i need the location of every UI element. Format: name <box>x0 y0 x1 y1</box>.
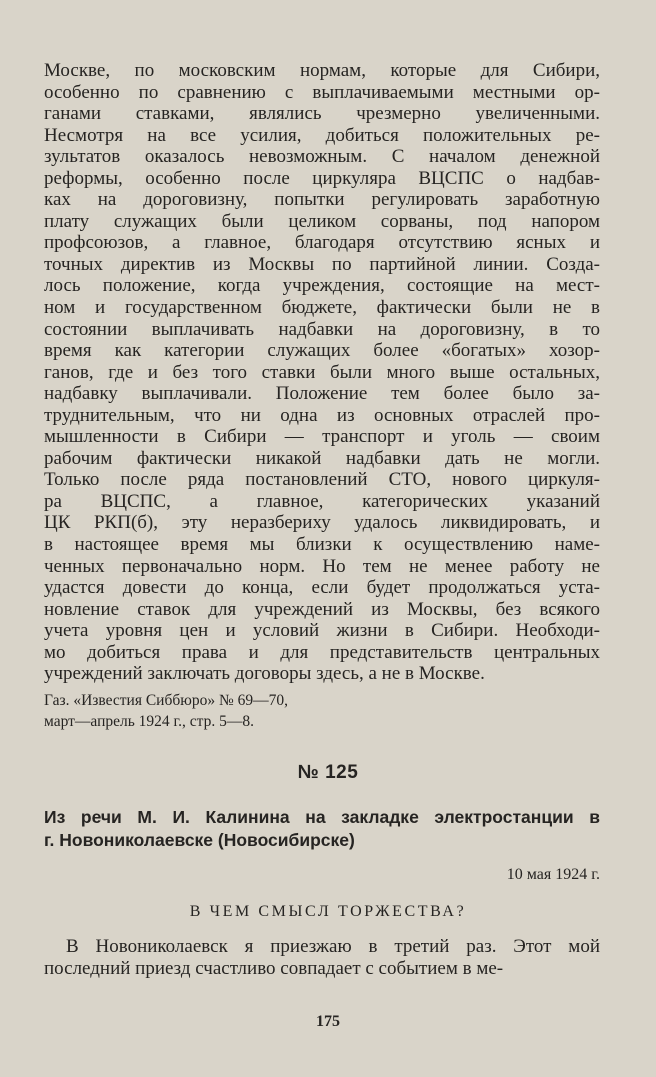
body-line: профсоюзов, а главное, благодаря отсутствию ясных и <box>44 232 600 254</box>
body-line: ченных первоначально норм. Но тем не менее работу не <box>44 555 600 577</box>
document-number: № 125 <box>297 762 359 783</box>
page-number: 175 <box>316 1013 340 1030</box>
body-line: состоянии выплачивать надбавки на дороговизну, в то <box>44 318 600 340</box>
section-heading: В ЧЕМ СМЫСЛ ТОРЖЕСТВА? <box>189 903 467 920</box>
body-line: Несмотря на все усилия, добиться положительных ре- <box>44 124 600 146</box>
body-line: время как категории служащих более «богатых» хозор- <box>44 340 600 362</box>
body-line: зультатов оказалось невозможным. С началом денежной <box>44 146 600 168</box>
body-line: лось положение, когда учреждения, состоящие на мест- <box>44 275 600 297</box>
source-line: Газ. «Известия Сиббюро» № 69—70, <box>44 692 288 709</box>
body-line: учета уровня цен и условий жизни в Сибири. Необходи- <box>44 620 600 642</box>
body-line: особенно по сравнению с выплачиваемыми местными ор- <box>44 81 600 103</box>
body-line: удастся довести до конца, если будет продолжаться уста- <box>44 577 600 599</box>
body-line: плату служащих были целиком сорваны, под напором <box>44 210 600 232</box>
body-line: учреждений заключать договоры здесь, а не в Москве. <box>44 663 485 685</box>
body-line: ганов, где и без того ставки были много выше остальных, <box>44 361 600 383</box>
body-line: новление ставок для учреждений из Москвы, без всякого <box>44 598 600 620</box>
body-line: реформы, особенно после циркуляра ВЦСПС о надбав- <box>44 167 600 189</box>
source-line: март—апрель 1924 г., стр. 5—8. <box>44 713 255 730</box>
body-line: ЦК РКП(б), эту неразбериху удалось ликвидировать, и <box>44 512 600 534</box>
body-line: надбавку выплачивали. Положение тем более было за- <box>44 383 600 405</box>
opening-line: В Новониколаевск я приезжаю в третий раз. Этот мой <box>66 936 600 957</box>
body-line: Только после ряда постановлений СТО, нового циркуля- <box>44 469 600 491</box>
opening-paragraph <box>44 936 600 979</box>
body-line: ном и государственном бюджете, фактически были не в <box>44 297 600 319</box>
body-line: труднительным, что ни одна из основных отраслей про- <box>44 404 600 426</box>
body-line: ра ВЦСПС, а главное, категорических указаний <box>44 490 600 512</box>
body-line: точных директив из Москвы по партийной линии. Созда- <box>44 253 600 275</box>
opening-line: последний приезд счастливо совпадает с событием в ме- <box>44 957 504 979</box>
document-title <box>44 806 600 852</box>
body-line: в настоящее время мы близки к осуществлению наме- <box>44 534 600 556</box>
document-date: 10 мая 1924 г. <box>506 866 600 883</box>
source-note <box>44 690 464 732</box>
body-line: Москве, по московским нормам, которые для Сибири, <box>44 60 600 81</box>
document-title-line: Из речи М. И. Калинина на закладке электростанции в <box>44 807 600 827</box>
body-line: мышленности в Сибири — транспорт и уголь — своим <box>44 426 600 448</box>
document-title-line: г. Новониколаевске (Новосибирске) <box>44 830 355 850</box>
body-line: рабочим фактически никакой надбавки дать не могли. <box>44 447 600 469</box>
body-line: мо добиться права и для представительств центральных <box>44 641 600 663</box>
body-text <box>44 60 600 685</box>
body-line: ганами ставками, являлись чрезмерно увеличенными. <box>44 103 600 125</box>
body-line: ках на дороговизну, попытки регулировать заработную <box>44 189 600 211</box>
